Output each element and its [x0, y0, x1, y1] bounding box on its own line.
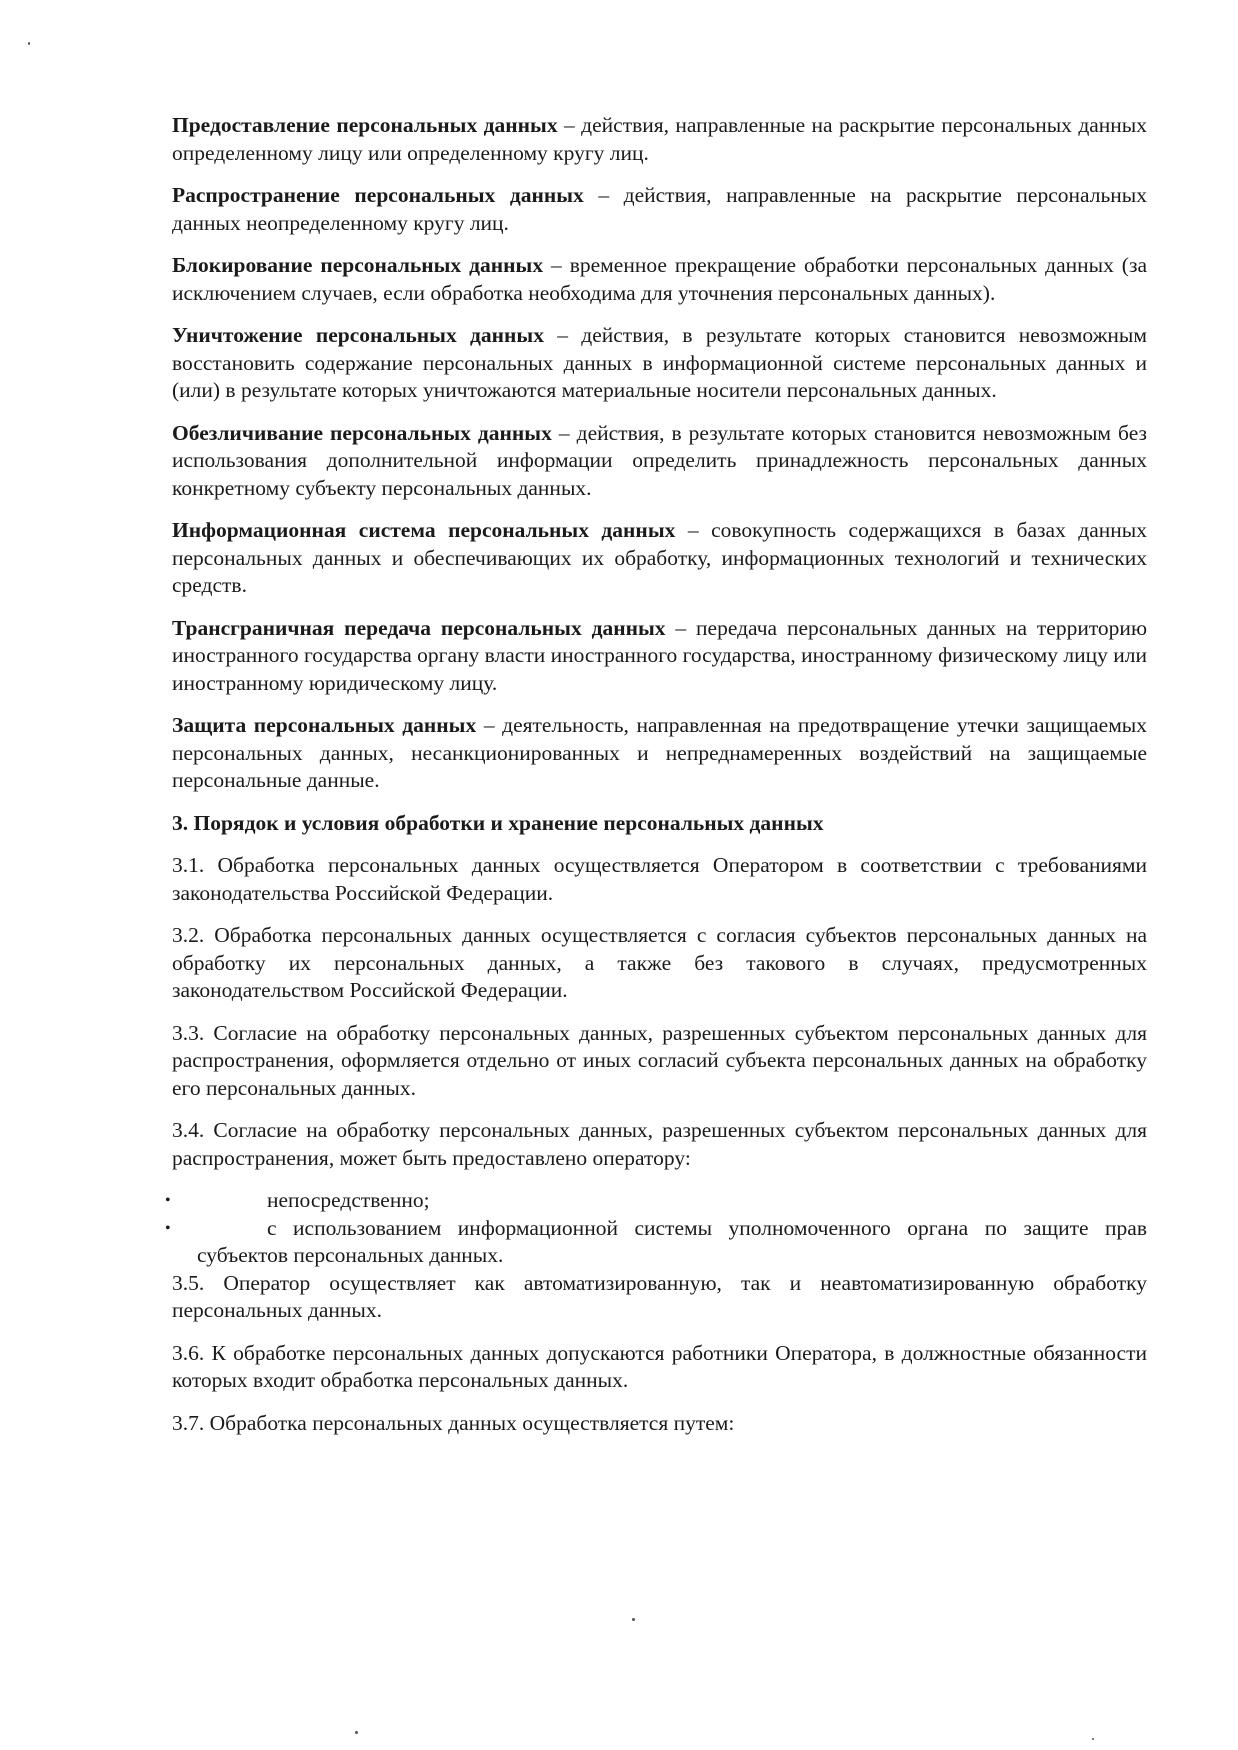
definition-paragraph: [172, 112, 1147, 167]
clause-3-5: 3.5. Оператор осуществляет как автоматизированную, так и неавтоматизированную обработку персональных данных.: [172, 1270, 1147, 1322]
scan-speck: [28, 42, 30, 45]
definition-term: Информационная система персональных данных: [172, 518, 676, 542]
clause-3-2: 3.2. Обработка персональных данных осуществляется с согласия субъектов персональных данных на обработку их персональных данных, а также без такового в случаях, предусмотренных законодательством Российской Федерации.: [172, 923, 1147, 1002]
scan-speck: [632, 1618, 635, 1621]
clause-3-7: 3.7. Обработка персональных данных осуществляется путем:: [172, 1410, 735, 1435]
definition-text: – действия, в результате которых становится невозможным восстановить содержание персональных данных в информационной системе персональных данных и (или) в результате которых уничтожаются материальные носители персональных данных.: [172, 323, 1147, 402]
definition-text: – действия, в результате которых становится невозможным без использования дополнительной информации определить принадлежность персональных данных конкретному субъекту персональных данных.: [172, 420, 1147, 500]
definition-term: Уничтожение персональных данных: [172, 323, 544, 347]
definition-term: Предоставление персональных данных: [172, 113, 558, 137]
clause-3-4: 3.4. Согласие на обработку персональных данных, разрешенных субъектом персональных данных для распространения, может быть предоставлено оператору:: [172, 1118, 1147, 1170]
bullet-icon: •: [165, 1192, 171, 1209]
document-page: [165, 112, 1148, 1452]
definition-text: – передача персональных данных на территорию иностранного государства органу власти иностранного государства, иностранному физическому лицу или иностранному юридическому лицу.: [172, 615, 1148, 695]
section-heading: 3. Порядок и условия обработки и хранение персональных данных: [172, 810, 824, 835]
clause-3-3: 3.3. Согласие на обработку персональных данных, разрешенных субъектом персональных данных для распространения, оформляется отдельно от иных согласий субъекта персональных данных на обработку его персональных данных.: [172, 1020, 1147, 1100]
list-item: [165, 1215, 1147, 1270]
definition-paragraph: [172, 252, 1147, 307]
definition-paragraph: [172, 322, 1147, 405]
definition-term: Трансграничная передача персональных данных: [172, 615, 666, 640]
definition-text: – совокупность содержащихся в базах данных персональных данных и обеспечивающих их обработку, информационных технологий и технических средств.: [172, 518, 1147, 597]
definition-text: – действия, направленные на раскрытие персональных данных неопределенному кругу лиц.: [172, 183, 1147, 235]
scan-speck: [1092, 1738, 1094, 1740]
scan-speck: [355, 1731, 358, 1734]
definition-text: – действия, направленные на раскрытие персональных данных определенному лицу или определенному кругу лиц.: [172, 113, 1148, 165]
clause-3-6: 3.6. К обработке персональных данных допускаются работники Оператора, в должностные обязанности которых входит обработка персональных данных.: [172, 1340, 1147, 1392]
bullet-list: [165, 1187, 1147, 1270]
bullet-icon: •: [165, 1219, 171, 1237]
definition-paragraph: [172, 517, 1147, 600]
clause-3-1: 3.1. Обработка персональных данных осуществляется Оператором в соответствии с требованиями законодательства Российской Федерации.: [172, 853, 1147, 905]
definition-text: – деятельность, направленная на предотвращение утечки защищаемых персональных данных, несанкционированных и непреднамеренных воздействий на защищаемые персональные данные.: [172, 713, 1147, 792]
definition-text: – временное прекращение обработки персональных данных (за исключением случаев, если обработка необходима для уточнения персональных данных).: [172, 253, 1147, 305]
definition-term: Блокирование персональных данных: [172, 253, 544, 277]
definition-term: Распространение персональных данных: [172, 183, 584, 207]
definition-paragraph: [172, 615, 1147, 698]
definition-term: Обезличивание персональных данных: [172, 420, 552, 445]
definition-paragraph: [172, 182, 1147, 237]
definition-term: Защита персональных данных: [172, 713, 477, 737]
list-item: [165, 1187, 1147, 1215]
definition-paragraph: [172, 420, 1147, 503]
list-item-text: с использованием информационной системы уполномоченного органа по защите прав субъектов персональных данных.: [197, 1215, 1147, 1267]
definition-paragraph: [172, 712, 1147, 795]
list-item-text: непосредственно;: [267, 1188, 430, 1212]
